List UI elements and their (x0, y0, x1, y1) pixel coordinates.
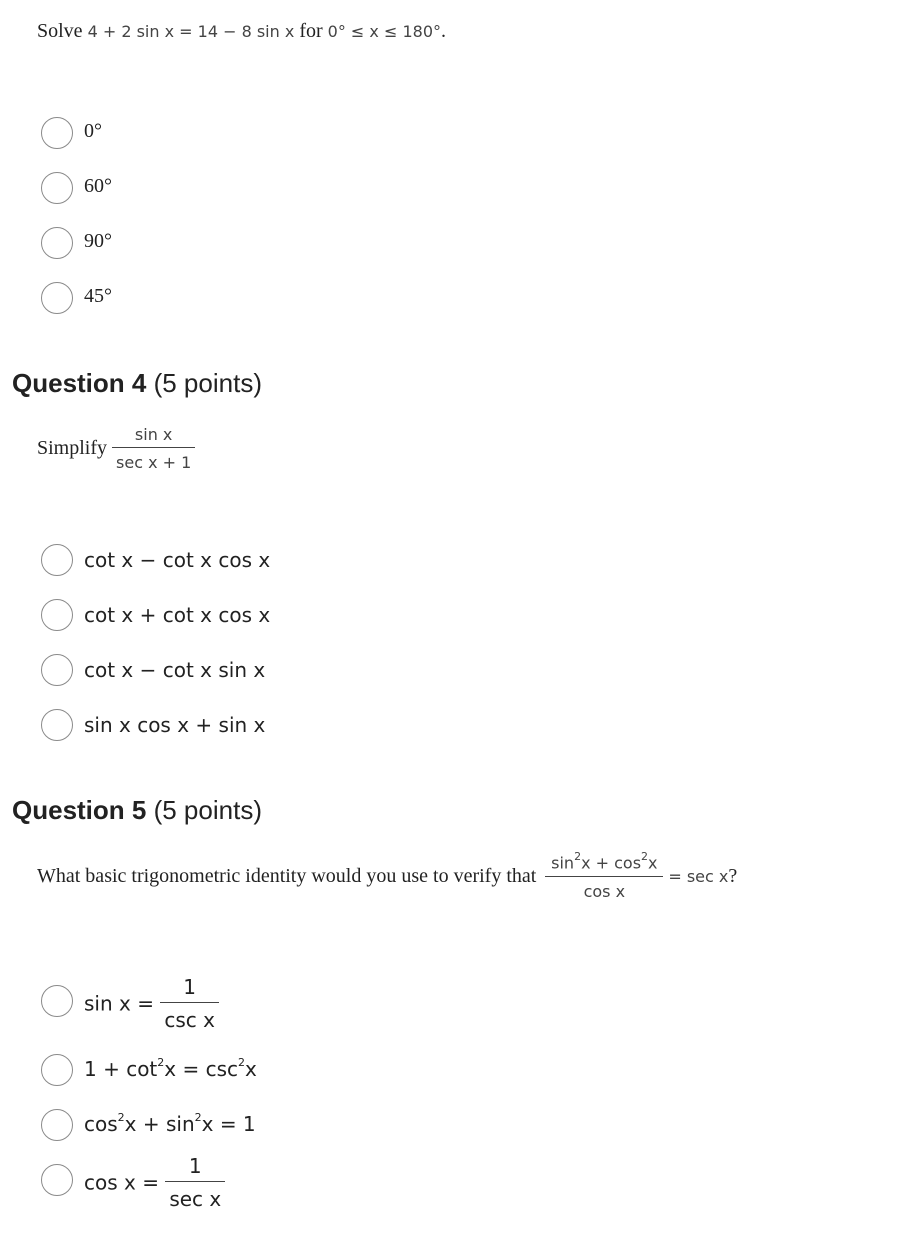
q5-fraction (545, 852, 663, 901)
q5-option-1-radio[interactable] (41, 985, 73, 1017)
q4-points: (5 points) (153, 368, 262, 398)
q4-option-4-radio[interactable] (41, 709, 73, 741)
q3-stem-mid: for (294, 20, 328, 42)
q5-frac-denominator: cos x (545, 876, 663, 901)
q3-stem-prefix: Solve (37, 20, 88, 42)
q4-option-1-label[interactable]: cot x − cot x cos x (84, 548, 271, 572)
q4-option-4-label[interactable]: sin x cos x + sin x (84, 713, 266, 737)
q3-option-3-radio[interactable] (41, 227, 73, 259)
q5-option-4-label[interactable]: cos x = $\frac{1}{\text{sec x}}$ (84, 1154, 225, 1211)
q3-option-4-label[interactable]: 45° (84, 285, 112, 307)
q4-option-3-label[interactable]: cot x − cot x sin x (84, 658, 266, 682)
q3-equation: 4 + 2 sin x = 14 − 8 sin x (87, 22, 295, 41)
q5-stem-end: ? (728, 865, 738, 888)
q3-range: 0° ≤ x ≤ 180° (327, 22, 441, 41)
q5-option-1-label[interactable]: sin x = $\frac{1}{\text{csc x}}$ (84, 975, 219, 1032)
q5-option-3-radio[interactable] (41, 1109, 73, 1141)
q3-option-2-label[interactable]: 60° (84, 175, 112, 197)
q4-frac-denominator: sec x + 1 (112, 447, 195, 472)
q3-option-2-radio[interactable] (41, 172, 73, 204)
q4-fraction (112, 425, 195, 472)
q5-stem-text: What basic trigonometric identity would you use to verify that (37, 865, 537, 888)
q5-title: Question 5 (12, 795, 147, 825)
q3-option-1-label[interactable]: 0° (84, 120, 102, 142)
q4-frac-numerator: sin x (134, 425, 173, 444)
q4-stem (37, 425, 195, 472)
q5-option-2-radio[interactable] (41, 1054, 73, 1086)
q5-heading (12, 795, 262, 826)
q5-option-4-radio[interactable] (41, 1164, 73, 1196)
q3-stem-end: . (441, 20, 446, 42)
q3-option-4-radio[interactable] (41, 282, 73, 314)
q5-frac-numerator: $\sin^2x + \cos^2x$ (551, 850, 658, 873)
q5-stem-rhs: = sec x (668, 867, 729, 887)
q4-option-3-radio[interactable] (41, 654, 73, 686)
q3-option-3-label[interactable]: 90° (84, 230, 112, 252)
q3-stem (37, 20, 446, 43)
q3-option-1-radio[interactable] (41, 117, 73, 149)
q4-option-2-radio[interactable] (41, 599, 73, 631)
q5-stem (37, 852, 737, 901)
q4-heading (12, 368, 262, 399)
q4-title: Question 4 (12, 368, 147, 398)
q5-option-2-label[interactable]: $1 + \cot^2x = \csc^2x$ (84, 1056, 257, 1081)
q4-option-1-radio[interactable] (41, 544, 73, 576)
q5-option-3-label[interactable]: $\cos^2x + \sin^2x = 1$ (84, 1111, 256, 1136)
q5-points: (5 points) (153, 795, 262, 825)
q4-stem-text: Simplify (37, 437, 108, 459)
q4-option-2-label[interactable]: cot x + cot x cos x (84, 603, 271, 627)
